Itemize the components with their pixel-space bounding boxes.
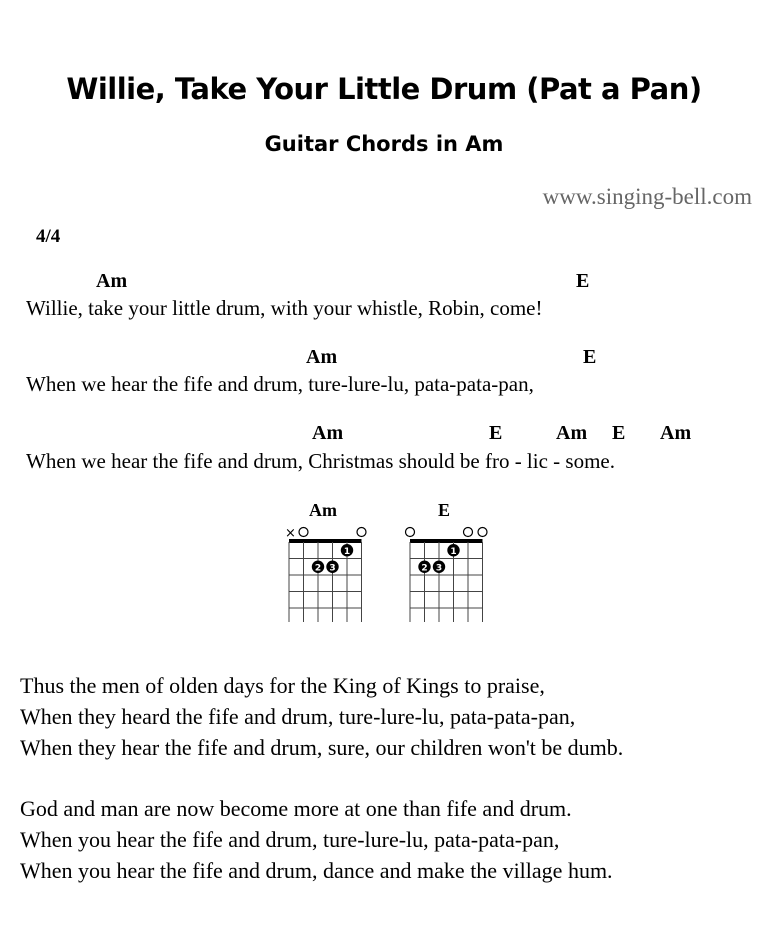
open-string-icon xyxy=(464,528,473,537)
open-string-icon xyxy=(299,528,308,537)
song-title: Willie, Take Your Little Drum (Pat a Pan) xyxy=(66,72,702,106)
muted-string-icon: × xyxy=(285,526,296,541)
finger-number: 3 xyxy=(329,563,336,574)
chord-diagram-grid xyxy=(404,520,490,622)
lyric-line: When we hear the fife and drum, Christmas should be fro - lic - some. xyxy=(26,449,615,473)
verse-line: When you hear the fife and drum, dance and make the village hum. xyxy=(20,858,613,883)
finger-number: 1 xyxy=(343,546,351,557)
verse-line: When they hear the fife and drum, sure, our children won't be dumb. xyxy=(20,735,624,760)
verse-line: God and man are now become more at one than fife and drum. xyxy=(20,796,572,821)
lyric-line: Willie, take your little drum, with your whistle, Robin, come! xyxy=(26,296,543,320)
chord-label: Am xyxy=(556,422,588,444)
nut xyxy=(289,539,362,543)
song-subtitle: Guitar Chords in Am xyxy=(264,132,504,156)
time-signature: 4/4 xyxy=(36,226,61,247)
open-string-icon xyxy=(406,528,415,537)
verse-line: When you hear the fife and drum, ture-lure-lu, pata-pata-pan, xyxy=(20,827,560,852)
chord-diagram-grid xyxy=(283,520,369,622)
verse-line: When they heard the fife and drum, ture-lure-lu, pata-pata-pan, xyxy=(20,704,576,729)
chord-label: Am xyxy=(660,422,692,444)
nut xyxy=(410,539,483,543)
chord-label: E xyxy=(576,270,590,292)
verse-line: Thus the men of olden days for the King of Kings to praise, xyxy=(20,673,545,698)
finger-number: 3 xyxy=(435,563,443,574)
finger-number: 1 xyxy=(450,546,457,557)
finger-number: 2 xyxy=(314,563,322,574)
open-string-icon xyxy=(478,528,487,537)
chord-diagram-name: E xyxy=(437,500,450,520)
chord-label: E xyxy=(583,346,597,368)
website-url: www.singing-bell.com xyxy=(542,184,752,209)
lyric-line: When we hear the fife and drum, ture-lure-lu, pata-pata-pan, xyxy=(26,372,534,396)
open-string-icon xyxy=(357,528,366,537)
chord-label: E xyxy=(489,422,503,444)
chord-label: Am xyxy=(312,422,344,444)
chord-label: E xyxy=(612,422,626,444)
chord-label: Am xyxy=(306,346,338,368)
chord-label: Am xyxy=(96,270,128,292)
chord-diagram-name: Am xyxy=(309,500,337,520)
finger-number: 2 xyxy=(421,563,428,574)
